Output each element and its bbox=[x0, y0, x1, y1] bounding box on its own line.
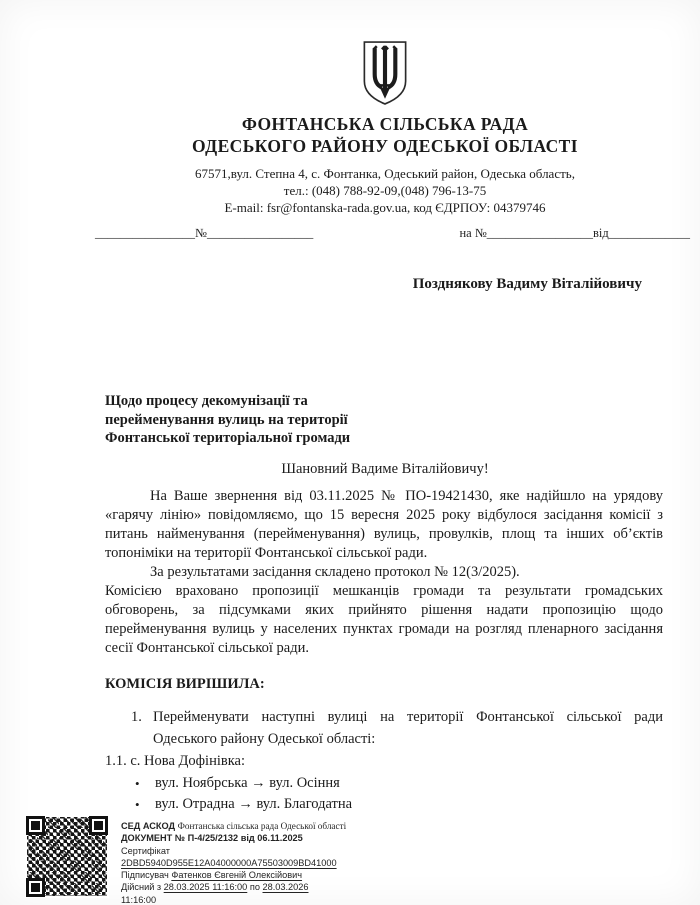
letter-body bbox=[105, 487, 663, 816]
subject-line: перейменування вулиць на території bbox=[105, 411, 348, 428]
list-item-text: Перейменувати наступні вулиці на території Фонтанської сільської ради Одеського району Одеської області: bbox=[153, 709, 663, 747]
org-name-line2: ОДЕСЬКОГО РАЙОНУ ОДЕСЬКОЇ ОБЛАСТІ bbox=[192, 135, 578, 156]
ukraine-trident-emblem-icon bbox=[361, 40, 409, 106]
street-rename-text: вул. Отрадна → вул. Благодатна bbox=[155, 796, 353, 812]
list-subitem-village: 1.1. с. Нова Дофінівка: bbox=[105, 753, 245, 769]
org-address: 67571,вул. Степна 4, с. Фонтанка, Одеський район, Одеська область, bbox=[195, 165, 575, 181]
org-phone: тел.: (048) 788-92-09,(048) 796-13-75 bbox=[283, 182, 487, 198]
outgoing-number-blank: _________________ bbox=[206, 226, 314, 240]
incoming-date-blank: _____________ bbox=[608, 226, 690, 240]
renaming-list bbox=[105, 707, 663, 816]
street-rename-row bbox=[135, 794, 663, 816]
stamp-certificate-number: 2DBD5940D955E12A04000000A75503009BD41000 bbox=[121, 857, 337, 868]
incoming-number-blank: _________________ bbox=[486, 226, 593, 240]
subject-line: Щодо процесу декомунізації та bbox=[105, 393, 308, 409]
list-item-number: 1. bbox=[131, 709, 142, 725]
letterhead bbox=[105, 40, 665, 216]
bullet-icon: • bbox=[135, 797, 140, 812]
street-rename-row bbox=[135, 773, 663, 795]
incoming-number-label: на № bbox=[459, 226, 487, 240]
qr-finder-icon bbox=[26, 878, 45, 897]
outgoing-date-blank: ________________ bbox=[95, 226, 195, 240]
reference-line bbox=[95, 226, 690, 241]
digital-signature-stamp bbox=[25, 815, 455, 905]
paragraph: За результатами засідання складено протокол № 12(3/2025). bbox=[150, 564, 520, 580]
stamp-system-line: СЕД АСКОД Фонтанська сільська рада Одеської області bbox=[121, 821, 347, 831]
outgoing-number-label: № bbox=[195, 226, 207, 240]
addressee-name: Позднякову Вадиму Віталійовичу bbox=[412, 276, 642, 292]
street-rename-text: вул. Ноябрська → вул. Осіння bbox=[155, 774, 340, 791]
stamp-document-line: ДОКУМЕНТ № П-4/25/2132 від 06.11.2025 bbox=[121, 833, 303, 844]
qr-finder-icon bbox=[89, 816, 108, 835]
list-item bbox=[131, 707, 663, 750]
bullet-icon: • bbox=[135, 775, 140, 791]
stamp-validity-line: Дійсний з 28.03.2025 11:16:00 по 28.03.2026 bbox=[121, 882, 309, 893]
stamp-certificate-label: Сертифікат bbox=[121, 845, 170, 856]
paragraph: На Ваше звернення від 03.11.2025 № ПО-19421430, яке надійшло на урядову «гарячу лінію» повідомляємо, що 15 вересня 2025 року відбулося засідання комісії з питань найменування (перейменування) вулиць, провулків, площ та інших об’єктів топоніміки на території Фонтанської сільської ради. bbox=[105, 488, 663, 561]
incoming-date-label: від bbox=[593, 226, 609, 240]
subject-line: Фонтанської територіальної громади bbox=[105, 430, 351, 446]
greeting: Шановний Вадиме Віталійовичу! bbox=[281, 461, 489, 477]
qr-code bbox=[25, 815, 109, 898]
decision-heading: КОМІСІЯ ВИРІШИЛА: bbox=[105, 676, 265, 692]
paragraph: Комісією враховано пропозиції мешканців громади та результати громадських обговорень, за підсумками яких прийнято рішення надати пропозицію щодо перейменування вулиць у населених пунктах громади на розгляд пленарного засідання сесії Фонтанської сільської ради. bbox=[105, 583, 663, 656]
stamp-signer-line: Підписувач Фатенков Євгеній Олексійович bbox=[121, 870, 303, 881]
stamp-validity-time: 11:16:00 bbox=[121, 894, 157, 905]
subject-block bbox=[105, 392, 535, 448]
qr-finder-icon bbox=[26, 816, 45, 835]
org-name-line1: ФОНТАНСЬКА СІЛЬСЬКА РАДА bbox=[241, 114, 529, 134]
signature-stamp-text bbox=[121, 815, 346, 905]
org-email-edrpou: E-mail: fsr@fontanska-rada.gov.ua, код ЄДРПОУ: 04379746 bbox=[224, 200, 546, 216]
